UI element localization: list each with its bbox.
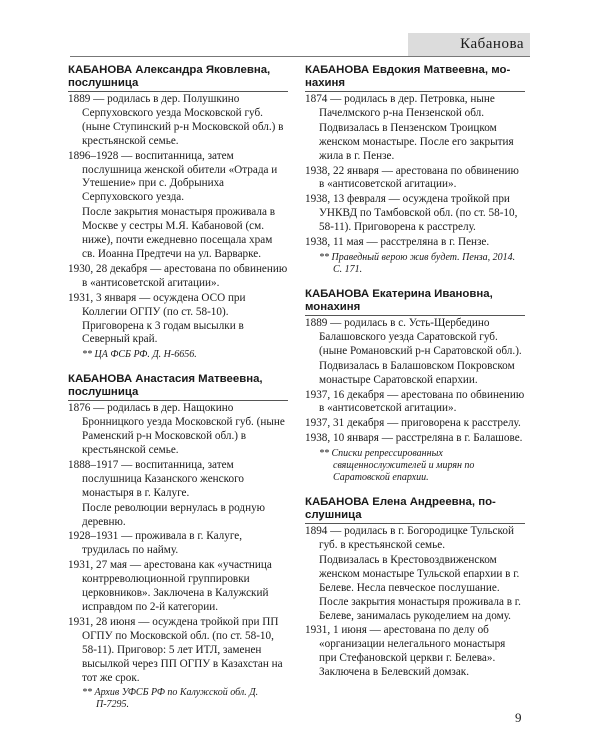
- entry-source: ** ЦА ФСБ РФ. Д. Н-6656.: [82, 349, 197, 361]
- entry-heading-line: монахиня: [305, 300, 361, 313]
- entry-heading-line: слушница: [305, 509, 362, 522]
- biography-entry: [68, 373, 288, 711]
- entry-chronology-item: 1937, 31 декабря — приговорена к расстрелу.: [305, 417, 521, 430]
- entry-heading-line: КАБАНОВА Анастасия Матвеевна,: [68, 373, 263, 386]
- entry-chronology-item: 1931, 27 мая — арестована как «участница контрреволюционной группировки церковников». Заключена в Калужский исправдом по 2-й категории.: [68, 559, 272, 613]
- running-header: [408, 33, 530, 56]
- entry-chronology-item: 1937, 16 декабря — арестована по обвинению в «антисоветской агитации».: [305, 388, 525, 415]
- left-column: [68, 64, 288, 723]
- page-number: 9: [515, 710, 522, 725]
- header-rule: [70, 56, 530, 57]
- biography-entry: [305, 288, 525, 484]
- entry-heading-line: КАБАНОВА Елена Андреевна, по-: [305, 496, 496, 509]
- entry-paragraph: Подвизалась в Крестовоздвиженском женском монастыре Тульской епархии в г. Белеве. Несла певческое послушание. После закрытия монастыря проживала в г. Белеве, занималась рукоделием на дому.: [319, 553, 521, 622]
- entry-chronology-item: 1938, 11 мая — расстреляна в г. Пензе.: [305, 236, 490, 249]
- entry-chronology-item: 1928–1931 — проживала в г. Калуге, трудилась по найму.: [68, 530, 243, 557]
- entry-heading-line: послушница: [68, 386, 139, 399]
- entry-chronology-item: 1931, 28 июня — осуждена тройкой при ПП ОГПУ по Московской обл. (по ст. 58-10, 58-11). Приговор: 5 лет ИТЛ, заменен высылкой через ПП ОГПУ в Казахстан на тот же срок.: [68, 615, 283, 684]
- entry-chronology-item: 1889 — родилась в с. Усть-Щербедино Балашовского уезда Саратовской губ. (ныне Романовский р-н Саратовской обл.).: [305, 316, 522, 357]
- entry-chronology-item: 1888–1917 — воспитанница, затем послушница Казанского женского монастыря в г. Калуге.: [68, 458, 244, 499]
- entry-chronology-item: 1938, 13 февраля — осуждена тройкой при УНКВД по Тамбовской обл. (по ст. 58-10, 58-11). Приговорена к расстрелу.: [305, 193, 518, 234]
- entry-paragraph: Подвизалась в Балашовском Покровском монастыре Саратовской епархии.: [319, 359, 515, 386]
- entry-chronology-item: 1931, 1 июня — арестована по делу об «организации нелегального монастыря при Стефановской церкви г. Белева». Заключена в Белевский домзак.: [305, 624, 506, 679]
- entry-heading: [305, 496, 525, 524]
- entry-source: ** Списки репрессированных священнослужителей и мирян по Саратовской епархии.: [319, 448, 475, 484]
- entry-source: ** Праведный верою жив будет. Пенза, 2014. С. 171.: [319, 251, 516, 275]
- biography-entry: [305, 64, 525, 276]
- right-column: [305, 64, 525, 692]
- entry-chronology-item: 1889 — родилась в дер. Полушкино Серпуховского уезда Московской губ. (ныне Ступинский р-н Московской обл.) в крестьянской семье.: [68, 93, 284, 147]
- entry-heading: [68, 64, 288, 92]
- entry-paragraph: Подвизалась в Пензенском Троицком женском монастыре. После его закрытия жила в г. Пензе.: [319, 121, 514, 162]
- entry-heading-line: КАБАНОВА Евдокия Матвеевна, мо-: [305, 64, 511, 76]
- entry-heading: [68, 373, 288, 401]
- entry-heading: [305, 64, 525, 92]
- entry-chronology-item: 1938, 22 января — арестована по обвинению в «антисоветской агитации».: [305, 164, 519, 191]
- entry-paragraph: После революции вернулась в родную деревню.: [82, 501, 266, 528]
- entry-source: ** Архив УФСБ РФ по Калужской обл. Д. П-7295.: [82, 687, 259, 711]
- biography-entry: [305, 496, 525, 680]
- entry-chronology-item: 1894 — родилась в г. Богородицке Тульской губ. в крестьянской семье.: [305, 525, 514, 552]
- entry-heading-line: нахиня: [305, 77, 346, 89]
- entry-chronology-item: 1930, 28 декабря — арестована по обвинению в «антисоветской агитации».: [68, 262, 288, 289]
- entry-chronology-item: 1896–1928 — воспитанница, затем послушница женской обители «Отрада и Утешение» при с. Добрыниха Серпуховского уезда.: [68, 149, 278, 204]
- entry-chronology-item: 1874 — родилась в дер. Петровка, ныне Пачелмского р-на Пензенской обл.: [305, 93, 495, 119]
- entry-heading-line: КАБАНОВА Екатерина Ивановна,: [305, 287, 493, 300]
- running-header-title: Кабанова: [460, 36, 524, 52]
- entry-chronology-item: 1938, 10 января — расстреляна в г. Балашове.: [305, 432, 523, 445]
- entry-chronology-item: 1931, 3 января — осуждена ОСО при Коллегии ОГПУ (по ст. 58-10). Приговорена к 3 годам высылки в Северный край.: [68, 291, 246, 346]
- entry-paragraph: После закрытия монастыря проживала в Москве у сестры М.Я. Кабановой (см. ниже), почти ежедневно посещала храм св. Иоанна Предтечи на ул. Варварке.: [82, 206, 275, 260]
- entry-heading-line: послушница: [68, 77, 139, 89]
- biography-entry: [68, 64, 288, 361]
- entry-heading-line: КАБАНОВА Александра Яковлевна,: [68, 64, 271, 76]
- entry-chronology-item: 1876 — родилась в дер. Нащокино Бронницкого уезда Московской губ. (ныне Раменский р-н Московской обл.) в крестьянской семье.: [68, 402, 285, 457]
- entry-heading: [305, 288, 525, 316]
